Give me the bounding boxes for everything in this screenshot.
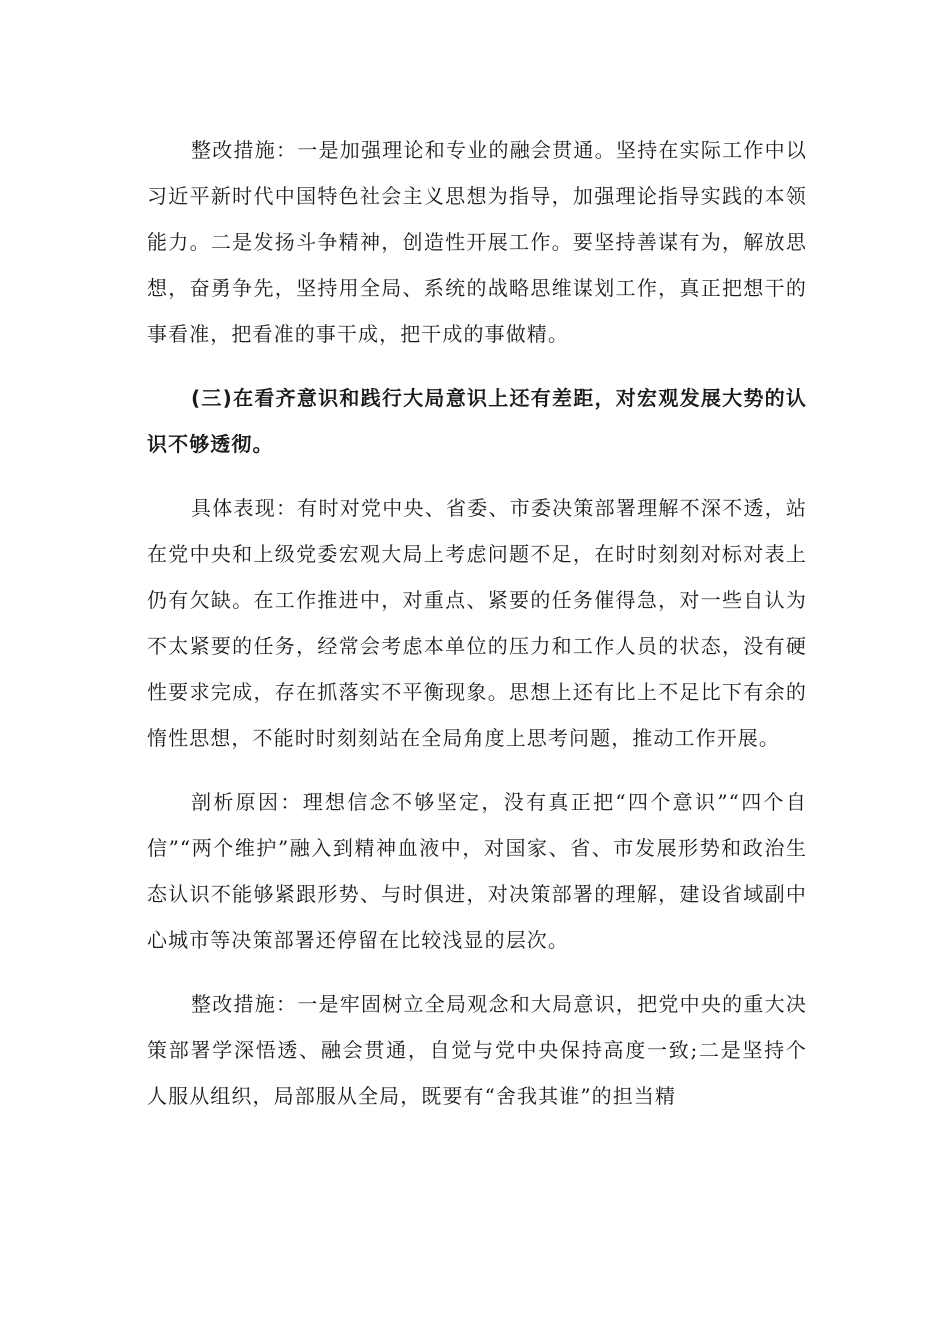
paragraph-specific-performance: 具体表现：有时对党中央、省委、市委决策部署理解不深不透，站在党中央和上级党委宏观大局上考虑问题不足，在时时刻刻对标对表上仍有欠缺。在工作推进中，对重点、紧要的任务催得急，对一些自认为不太紧要的任务，经常会考虑本单位的压力和工作人员的状态，没有硬性要求完成，存在抓落实不平衡现象。思想上还有比上不足比下有余的惰性思想，不能时时刻刻站在全局角度上思考问题，推动工作开展。: [147, 496, 807, 750]
paragraph-rectification-measures-2: 整改措施：一是牢固树立全局观念和大局意识，把党中央的重大决策部署学深悟透、融会贯通，自觉与党中央保持高度一致;二是坚持个人服从组织，局部服从全局，既要有“舍我其谁”的担当精: [147, 992, 807, 1108]
document-page: [147, 127, 807, 1119]
paragraph-cause-analysis: 剖析原因：理想信念不够坚定，没有真正把“四个意识”“四个自信”“两个维护”融入到精神血液中，对国家、省、市发展形势和政治生态认识不能够紧跟形势、与时俱进，对决策部署的理解，建设省域副中心城市等决策部署还停留在比较浅显的层次。: [147, 790, 807, 952]
section-heading-3: (三)在看齐意识和践行大局意识上还有差距，对宏观发展大势的认识不够透彻。: [147, 386, 807, 456]
paragraph-rectification-measures-1: 整改措施：一是加强理论和专业的融会贯通。坚持在实际工作中以习近平新时代中国特色社会主义思想为指导，加强理论指导实践的本领能力。二是发扬斗争精神，创造性开展工作。要坚持善谋有为，解放思想，奋勇争先，坚持用全局、系统的战略思维谋划工作，真正把想干的事看准，把看准的事干成，把干成的事做精。: [147, 138, 807, 346]
